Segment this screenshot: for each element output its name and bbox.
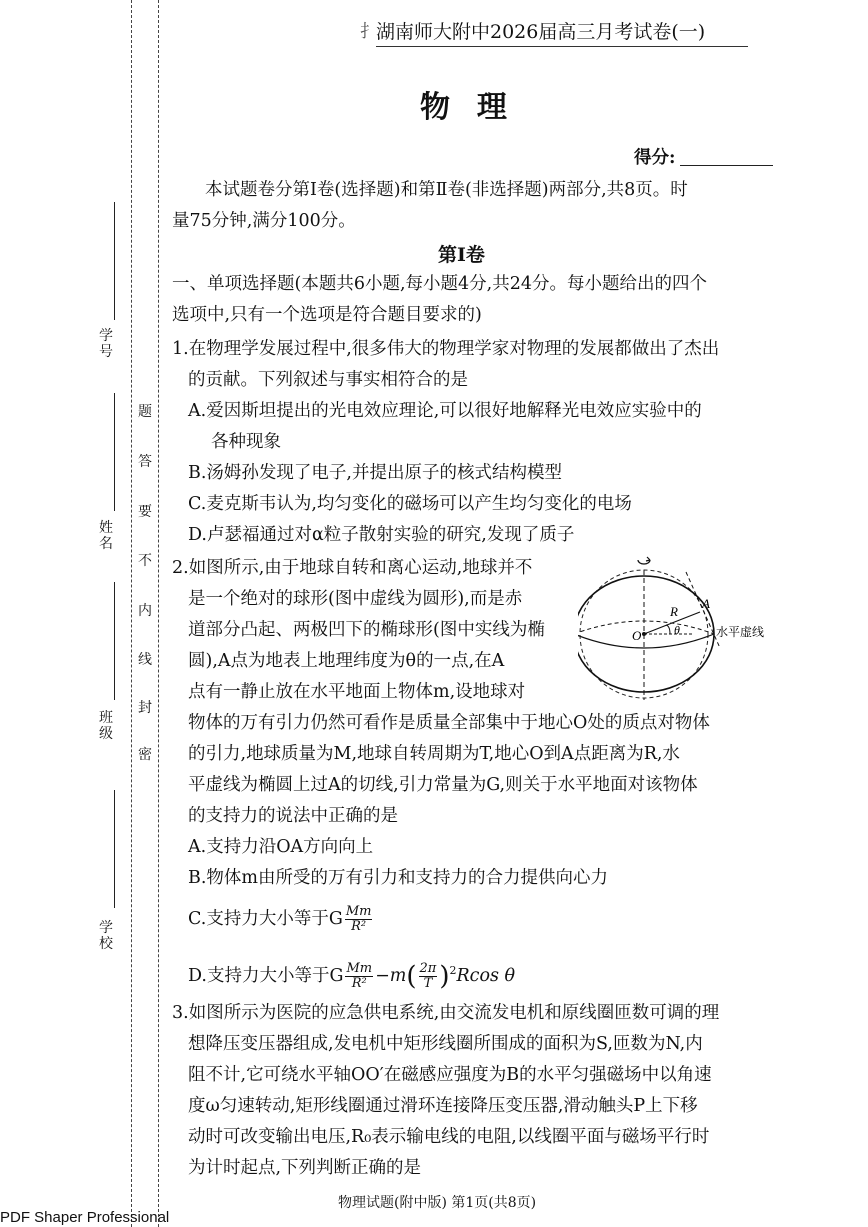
q2-stem-line-4: 圆),A点为地表上地理纬度为θ的一点,在A <box>188 651 505 671</box>
header-title: 湖南师大附中2026届高三月考试卷(一) <box>376 21 706 43</box>
binding-line-inner <box>158 0 159 1227</box>
header-mark: 扌 <box>360 22 378 42</box>
binding-notice-char: 线 <box>138 652 152 668</box>
binding-notice-char: 答 <box>138 454 152 470</box>
student-id-label: 学号 <box>99 328 113 360</box>
q1-option-a-line-2: 各种现象 <box>211 432 281 452</box>
page-footer: 物理试题(附中版) 第1页(共8页) <box>338 1195 537 1211</box>
q2-stem-line-1: 2.如图所示,由于地球自转和离心运动,地球并不 <box>172 558 533 578</box>
q3-stem-line-2: 想降压变压器组成,发电机中矩形线圈所围成的面积为S,匝数为N,内 <box>188 1034 703 1054</box>
binding-line-outer <box>131 0 132 1227</box>
fraction <box>345 962 373 991</box>
q1-option-a-line-1: A.爱因斯坦提出的光电效应理论,可以很好地解释光电效应实验中的 <box>188 401 702 421</box>
fraction-denominator: R² <box>351 919 367 934</box>
q2-stem-line-5: 点有一静止放在水平地面上物体m,设地球对 <box>188 682 526 702</box>
class-line[interactable] <box>114 582 115 700</box>
q2-stem-line-6: 物体的万有引力仍然可看作是质量全部集中于地心O处的质点对物体 <box>188 713 710 733</box>
score-label: 得分: <box>634 148 676 168</box>
label-theta: θ <box>674 623 680 637</box>
q2-stem-line-9: 的支持力的说法中正确的是 <box>188 806 398 826</box>
q2-option-c-prefix: C.支持力大小等于G <box>188 909 343 929</box>
section-title: 第Ⅰ卷 <box>438 244 485 266</box>
q1-stem-line-2: 的贡献。下列叙述与事实相符合的是 <box>188 370 468 390</box>
q3-stem-line-1: 3.如图所示为医院的应急供电系统,由交流发电机和原线圈匝数可调的理 <box>172 1003 720 1023</box>
q1-option-d: D.卢瑟福通过对α粒子散射实验的研究,发现了质子 <box>188 525 575 545</box>
intro-line-2: 量75分钟,满分100分。 <box>172 211 356 231</box>
binding-notice-char: 题 <box>138 404 152 420</box>
binding-notice-char: 封 <box>138 700 152 716</box>
score-input-line[interactable] <box>680 165 773 166</box>
fraction-denominator: R² <box>351 975 367 991</box>
school-label: 学校 <box>99 920 113 952</box>
student-id-line[interactable] <box>114 202 115 320</box>
intro-line-1: 本试题卷分第Ⅰ卷(选择题)和第Ⅱ卷(非选择题)两部分,共8页。时 <box>205 180 688 200</box>
q2-option-c <box>188 902 374 936</box>
minus-m: −m <box>375 965 407 986</box>
q3-stem-line-5: 动时可改变输出电压,R₀表示输电线的电阻,以线圈平面与磁场平行时 <box>188 1127 710 1147</box>
pdf-watermark: PDF Shaper Professional <box>0 1209 170 1226</box>
q2-stem-line-3: 道部分凸起、两极凹下的椭球形(图中实线为椭 <box>188 620 545 640</box>
q2-option-a: A.支持力沿OA方向向上 <box>188 837 374 857</box>
q3-stem-line-3: 阻不计,它可绕水平轴OO′在磁感应强度为B的水平匀强磁场中以角速 <box>188 1065 712 1085</box>
q1-stem-line-1: 1.在物理学发展过程中,很多伟大的物理学家对物理的发展都做出了杰出 <box>172 339 720 359</box>
q2-option-d-prefix: D.支持力大小等于G <box>188 965 344 986</box>
q3-stem-line-4: 度ω匀速转动,矩形线圈通过滑环连接降压变压器,滑动触头P上下移 <box>188 1096 698 1116</box>
header-rule <box>376 46 748 47</box>
class-label: 班级 <box>99 710 113 742</box>
fraction-numerator: Mm <box>345 904 372 919</box>
part1-heading-line-2: 选项中,只有一个选项是符合题目要求的) <box>172 305 482 325</box>
fraction <box>419 962 438 991</box>
q1-option-c: C.麦克斯韦认为,均匀变化的磁场可以产生均匀变化的电场 <box>188 494 632 514</box>
q2-stem-line-2: 是一个绝对的球形(图中虚线为圆形),而是赤 <box>188 589 523 609</box>
fraction-denominator: T <box>423 975 433 991</box>
fraction-numerator: 2π <box>419 960 437 976</box>
subject-title: 物 理 <box>420 90 509 125</box>
exponent: 2 <box>449 964 457 977</box>
school-line[interactable] <box>114 790 115 908</box>
label-r: R <box>670 604 678 619</box>
binding-notice-char: 内 <box>138 603 152 619</box>
part1-heading-line-1: 一、单项选择题(本题共6小题,每小题4分,共24分。每小题给出的四个 <box>172 274 707 294</box>
fraction-numerator: Mm <box>346 960 373 976</box>
label-a: A <box>702 596 710 611</box>
binding-notice-char: 不 <box>138 553 152 569</box>
q2-stem-line-7: 的引力,地球质量为M,地球自转周期为T,地心O到A点距离为R,水 <box>188 744 680 764</box>
q2-option-b: B.物体m由所受的万有引力和支持力的合力提供向心力 <box>188 868 609 888</box>
equator-front <box>578 634 714 648</box>
q1-option-b: B.汤姆孙发现了电子,并提出原子的核式结构模型 <box>188 463 562 483</box>
q2-stem-line-8: 平虚线为椭圆上过A的切线,引力常量为G,则关于水平地面对该物体 <box>188 775 698 795</box>
fraction <box>345 905 373 934</box>
name-label: 姓名 <box>99 520 113 552</box>
q2-option-d: D.支持力大小等于G $\frac{Mm}{\text{R²}}$ −m( $\frac{2\pi}{T}$ )$^2$Rcos θ <box>188 960 516 992</box>
binding-notice-char: 要 <box>138 504 152 520</box>
q3-stem-line-6: 为计时起点,下列判断正确的是 <box>188 1158 422 1178</box>
name-line[interactable] <box>114 393 115 511</box>
binding-notice-char: 密 <box>138 747 152 763</box>
equator-back <box>578 621 714 634</box>
label-horizontal-dashed: 水平虚线 <box>716 625 765 639</box>
earth-figure <box>578 552 788 702</box>
label-o: O <box>632 628 642 643</box>
rcos-theta: Rcos θ <box>456 965 516 986</box>
